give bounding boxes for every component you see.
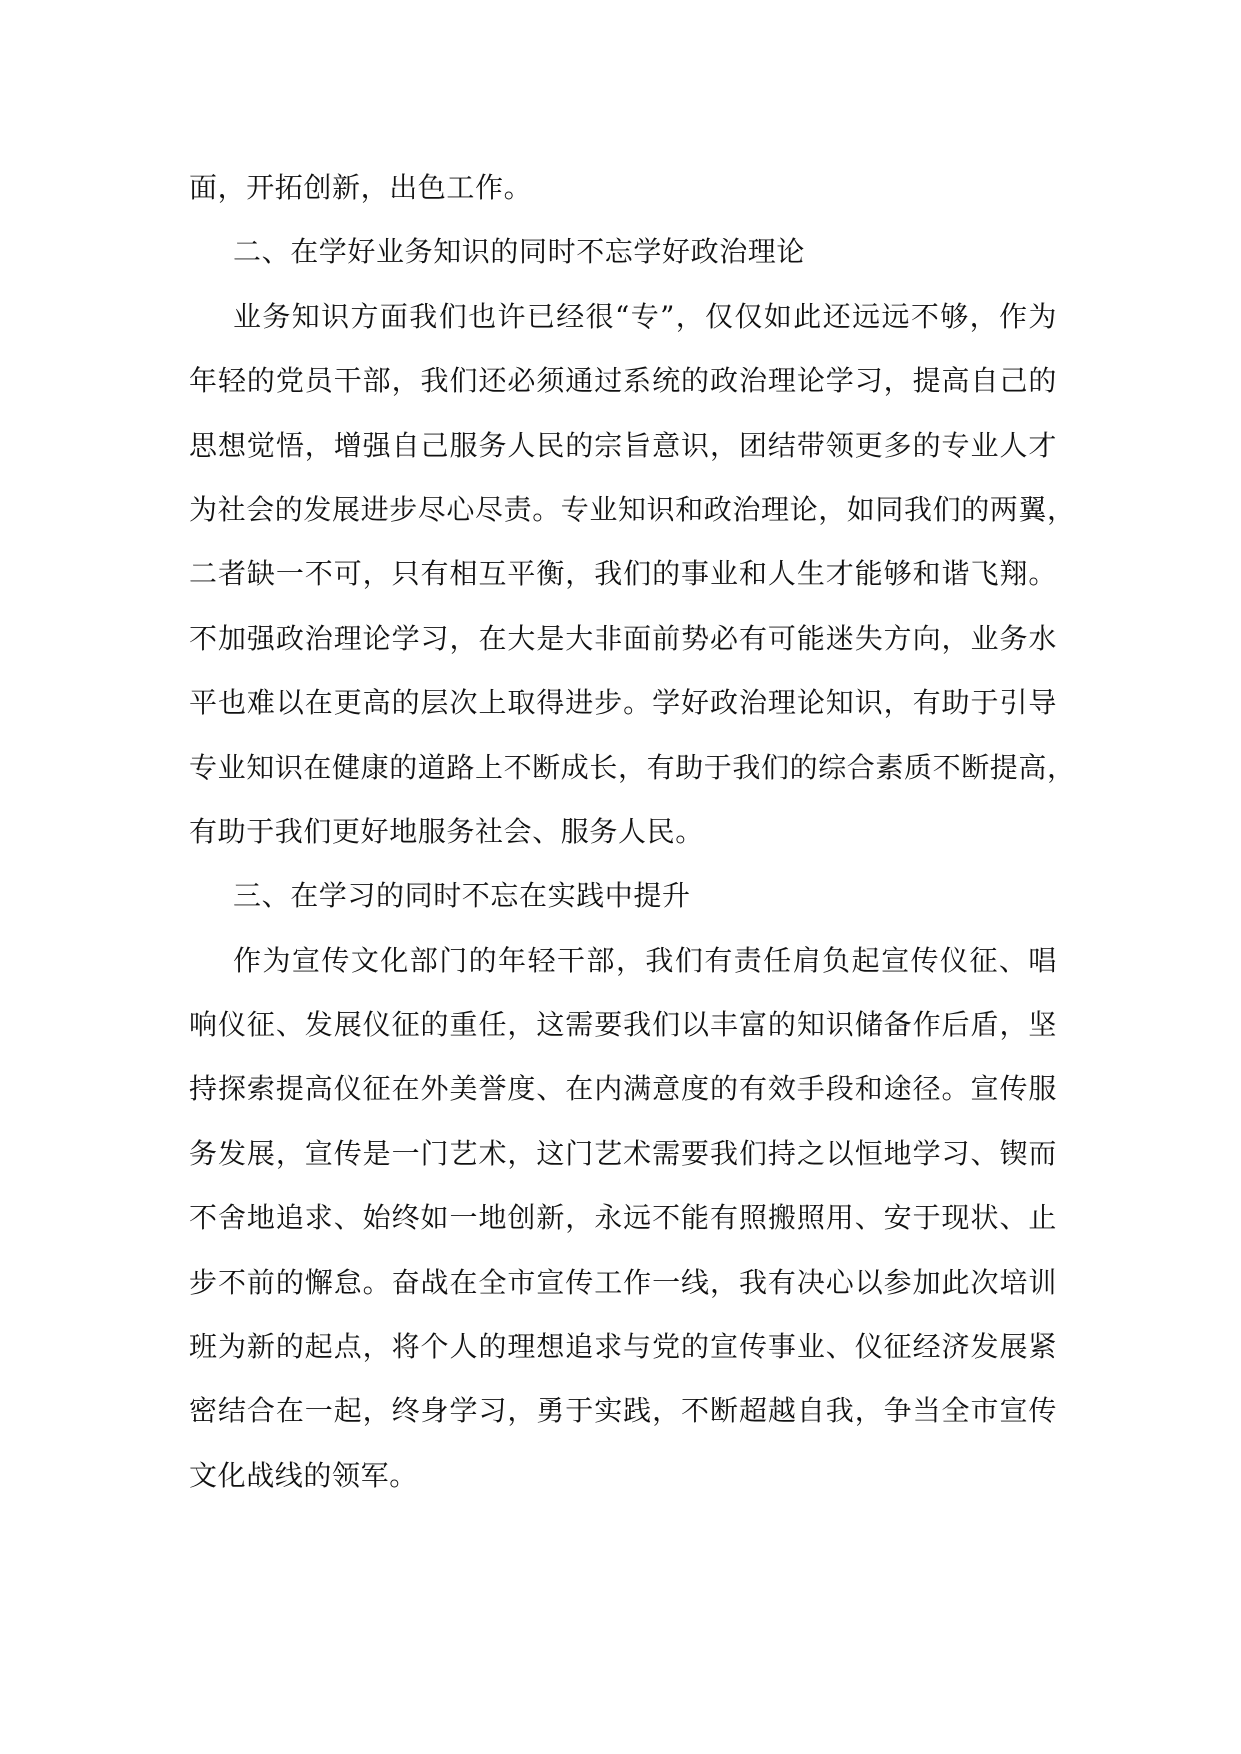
- document-body: [189, 156, 1076, 1508]
- paragraph-first-line: 业务知识方面我们也许已经很“专”，仅仅如此还远远不够，作为: [233, 299, 1057, 333]
- paragraph-line: 响仪征、发展仪征的重任，这需要我们以丰富的知识储备作后盾，坚: [189, 1008, 1057, 1042]
- paragraph-line: 思想觉悟，增强自己服务人民的宗旨意识，团结带领更多的专业人才: [189, 428, 1057, 462]
- paragraph-line: 务发展，宣传是一门艺术，这门艺术需要我们持之以恒地学习、锲而: [189, 1136, 1057, 1170]
- paragraph-first-line: 三、在学习的同时不忘在实践中提升: [233, 879, 691, 913]
- paragraph-line: 不加强政治理论学习，在大是大非面前势必有可能迷失方向，业务水: [189, 621, 1057, 655]
- paragraph-line: 不舍地追求、始终如一地创新，永远不能有照搬照用、安于现状、止: [189, 1201, 1057, 1235]
- paragraph-line: 文化战线的领军。: [189, 1458, 418, 1492]
- paragraph-line: 专业知识在健康的道路上不断成长，有助于我们的综合素质不断提高，: [189, 750, 1076, 784]
- paragraph-line: 班为新的起点，将个人的理想追求与党的宣传事业、仪征经济发展紧: [189, 1330, 1057, 1364]
- paragraph-first-line: 作为宣传文化部门的年轻干部，我们有责任肩负起宣传仪征、唱: [233, 943, 1057, 977]
- paragraph-line: 面，开拓创新，出色工作。: [189, 171, 533, 204]
- paragraph-line: 步不前的懈怠。奋战在全市宣传工作一线，我有决心以参加此次培训: [189, 1265, 1057, 1299]
- paragraph-line: 为社会的发展进步尽心尽责。专业知识和政治理论，如同我们的两翼，: [189, 492, 1076, 526]
- paragraph-line: 平也难以在更高的层次上取得进步。学好政治理论知识，有助于引导: [189, 686, 1057, 720]
- paragraph-line: 年轻的党员干部，我们还必须通过系统的政治理论学习，提高自己的: [189, 364, 1057, 398]
- paragraph-line: 持探索提高仪征在外美誉度、在内满意度的有效手段和途径。宣传服: [189, 1072, 1057, 1106]
- paragraph-line: 二者缺一不可，只有相互平衡，我们的事业和人生才能够和谐飞翔。: [189, 557, 1057, 591]
- paragraph-line: 有助于我们更好地服务社会、服务人民。: [189, 814, 704, 848]
- paragraph-line: 密结合在一起，终身学习，勇于实践，不断超越自我，争当全市宣传: [189, 1394, 1057, 1428]
- paragraph-first-line: 二、在学好业务知识的同时不忘学好政治理论: [233, 235, 806, 269]
